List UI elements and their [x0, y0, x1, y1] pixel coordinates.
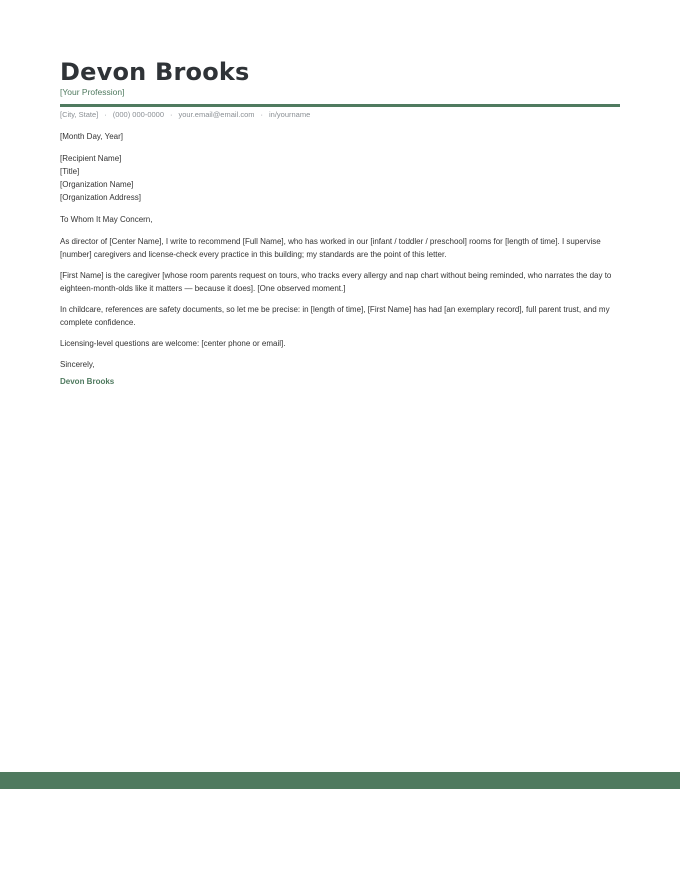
paragraph-3: In childcare, references are safety documents, so let me be precise: in [length of time], [First Name] has had [an exemplary record], full parent trust, and my complete confidence.: [60, 305, 610, 327]
author-name: Devon Brooks: [60, 58, 250, 86]
paragraph-1: As director of [Center Name], I write to recommend [Full Name], who has worked in our [infant / toddler / preschool] rooms for [length of time]. I supervise [number] caregivers and license-check every practice in this building; my standards are the point of this letter.: [60, 237, 601, 259]
contact-separator: ·: [104, 110, 107, 119]
signer-name: Devon Brooks: [60, 377, 115, 386]
paragraph-4: Licensing-level questions are welcome: [center phone or email].: [60, 339, 286, 348]
contact-location: [City, State]: [60, 110, 99, 119]
contact-email: your.email@email.com: [178, 110, 255, 119]
letter-body: [60, 130, 625, 388]
header-divider: [60, 104, 620, 107]
recipient-address: [Organization Address]: [60, 193, 141, 202]
contact-separator: ·: [260, 110, 263, 119]
contact-line: [60, 110, 310, 119]
recipient-name: [Recipient Name]: [60, 154, 122, 163]
paragraph-2: [First Name] is the caregiver [whose room parents request on tours, who tracks every allergy and nap chart without being reminded, who narrates the day to eighteen-month-olds like it matters — because it does]. [One observed moment.]: [60, 271, 612, 293]
contact-linkedin: in/yourname: [269, 110, 311, 119]
recipient-organization: [Organization Name]: [60, 180, 134, 189]
footer-bar: [0, 772, 680, 789]
recipient-block: [60, 152, 625, 204]
closing: Sincerely,: [60, 360, 95, 369]
contact-phone: (000) 000-0000: [112, 110, 165, 119]
profession-label: [Your Profession]: [60, 87, 125, 97]
letter-date: [Month Day, Year]: [60, 132, 123, 141]
contact-separator: ·: [170, 110, 173, 119]
recipient-title: [Title]: [60, 167, 80, 176]
salutation: To Whom It May Concern,: [60, 215, 153, 224]
